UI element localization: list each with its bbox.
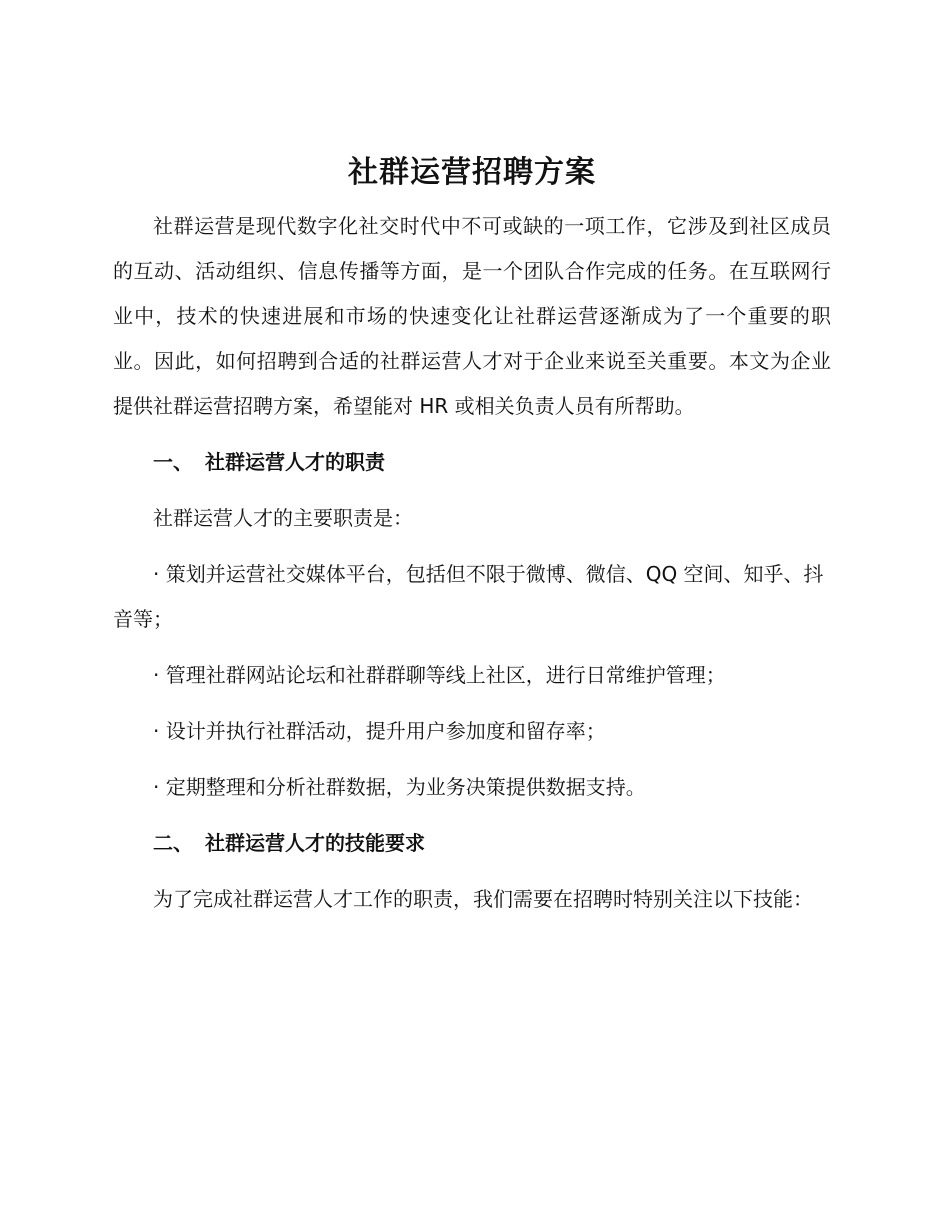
bullet-item: · 定期整理和分析社群数据，为业务决策提供数据支持。 [153, 775, 646, 799]
spacer [113, 810, 831, 821]
document-body [113, 148, 831, 922]
spacer [113, 698, 831, 709]
spacer [113, 642, 831, 653]
spacer [113, 754, 831, 765]
section-title: 社群运营人才的职责 [205, 450, 385, 474]
section-title: 社群运营人才的技能要求 [205, 831, 425, 855]
intro-paragraph: 社群运营是现代数字化社交时代中不可或缺的一项工作，它涉及到社区成员的互动、活动组织、信息传播等方面，是一个团队合作完成的任务。在互联网行业中，技术的快速进展和市场的快速变化让社群运营逐渐成为了一个重要的职业。因此，如何招聘到合适的社群运营人才对于企业来说至关重要。本文为企业提供社群运营招聘方案，希望能对 HR 或相关负责人员有所帮助。 [113, 214, 831, 418]
spacer [113, 541, 831, 552]
bullet-item: · 设计并执行社群活动，提升用户参加度和留存率； [153, 719, 606, 743]
document-title: 社群运营招聘方案 [348, 155, 596, 190]
spacer [113, 485, 831, 496]
section-heading-1 [113, 440, 831, 485]
section1-lead: 社群运营人才的主要职责是： [153, 506, 413, 530]
bullet-item: · 策划并运营社交媒体平台，包括但不限于微博、微信、QQ 空间、知乎、抖音等； [113, 562, 824, 631]
section-number: 二、 [153, 831, 193, 855]
section-heading-2 [113, 821, 831, 866]
spacer [113, 429, 831, 440]
bullet-item: · 管理社群网站论坛和社群群聊等线上社区，进行日常维护管理； [153, 663, 726, 687]
spacer [113, 866, 831, 877]
section-number: 一、 [153, 450, 193, 474]
section2-lead: 为了完成社群运营人才工作的职责，我们需要在招聘时特别关注以下技能： [153, 887, 813, 911]
